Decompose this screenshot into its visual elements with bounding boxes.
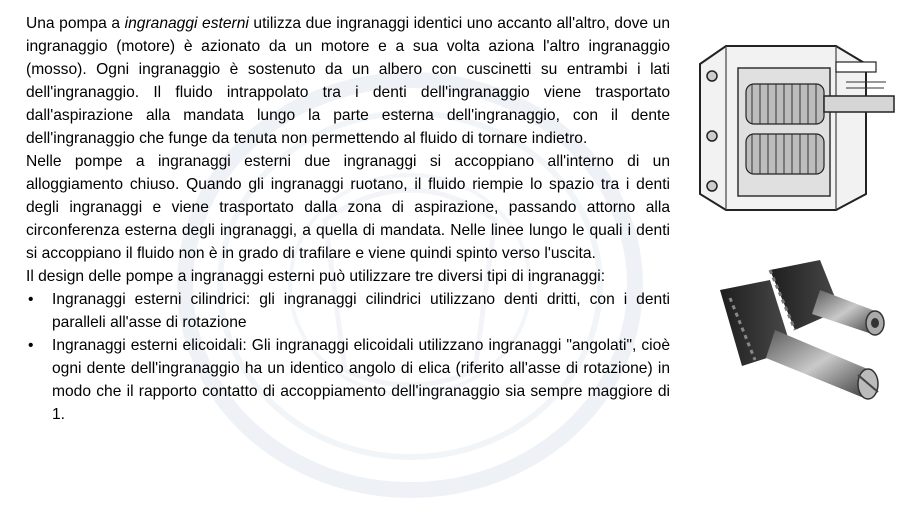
paragraph-2: Nelle pompe a ingranaggi esterni due ingranaggi si accoppiano all'interno di un alloggiamento chiuso. Quando gli ingranaggi ruotano, il fluido riempie lo spazio tra i denti degli ingranaggi e viene trasportato dalla zona di aspirazione, passando attorno alla circonferenza esterna degli ingranaggi, a quella di mandata. Nelle linee lungo le quali i denti si accoppiano il fluido non è in grado di trafilare e viene quindi spinto verso l'uscita.: [26, 153, 670, 262]
paragraph-3: Il design delle pompe a ingranaggi esterni può utilizzare tre diversi tipi di ingranaggi:: [26, 268, 606, 285]
paragraph-1-italic: ingranaggi esterni: [124, 15, 249, 32]
paragraph-1-rest: utilizza due ingranaggi identici uno accanto all'altro, dove un ingranaggio (motore) è azionato da un motore e a sua volta aziona l'altro ingranaggio (mosso). Ogni ingranaggio è sostenuto da un albero con cuscinetti su entrambi i lati dell'ingranaggio. Il fluido intrappolato tra i denti dell'ingranaggio viene trasportato dall'aspirazione alla mandata lungo la parte esterna dell'ingranaggio, con il dente dell'ingranaggio che funge da tenuta non permettendo al fluido di tornare indietro.: [26, 15, 670, 147]
gear-shafts-photo-icon: [700, 250, 900, 420]
list-item: • Ingranaggi esterni cilindrici: gli ingranaggi cilindrici utilizzano denti dritti, con i denti paralleli all'asse di rotazione: [26, 288, 670, 334]
body-text: [26, 12, 670, 426]
paragraph-1-lead: Una pompa a: [26, 15, 125, 32]
gear-pump-cutaway-icon: [686, 24, 896, 220]
paragraph-1: [26, 12, 670, 150]
gear-types-list: [26, 288, 670, 426]
list-item: • Ingranaggi esterni elicoidali: Gli ingranaggi elicoidali utilizzano ingranaggi "angolati", cioè ogni dente dell'ingranaggio ha un identico angolo di elica (riferito all'asse di rotazione) in modo che il rapporto contatto di accoppiamento dell'ingranaggio sia sempre maggiore di 1.: [26, 334, 670, 426]
